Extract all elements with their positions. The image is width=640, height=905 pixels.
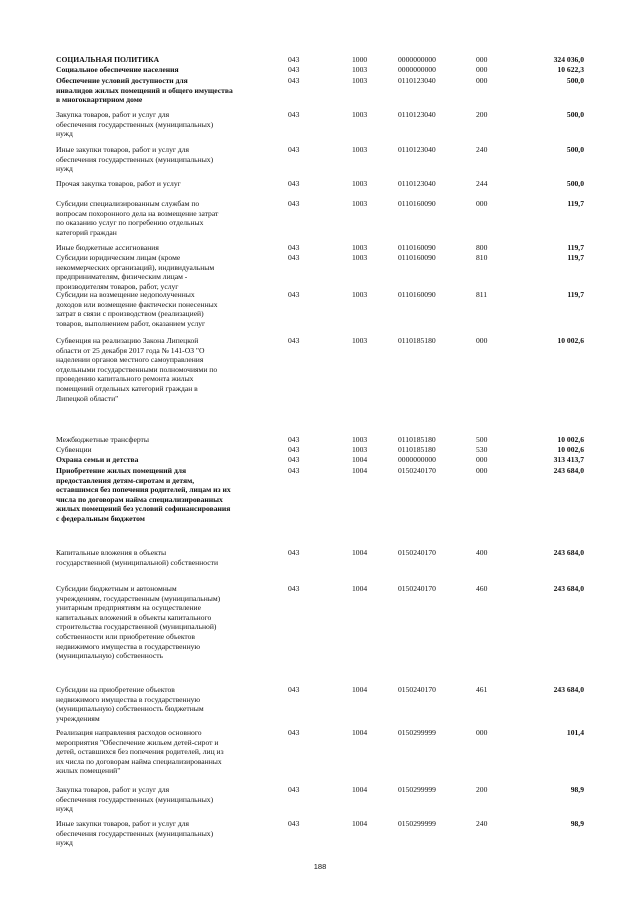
row-name: Субвенция на реализацию Закона Липецкой области от 25 декабря 2017 года № 141-ОЗ "О наделении органов местного самоуправления отдельными государственными полномочиями по проведению капитального ремонта жилых помещений отдельных категорий граждан в Липецкой области" bbox=[56, 336, 218, 403]
cell-amount: 98,9 bbox=[570, 819, 584, 828]
cell-expense-type: 000 bbox=[476, 728, 488, 737]
cell-expense-type: 460 bbox=[476, 584, 488, 593]
cell-amount: 119,7 bbox=[567, 290, 584, 299]
cell-ministry-code: 043 bbox=[288, 819, 300, 828]
cell-ministry-code: 043 bbox=[288, 445, 300, 454]
cell-amount: 243 684,0 bbox=[553, 466, 584, 475]
cell-target-code: 0110123040 bbox=[398, 145, 436, 154]
cell-target-code: 0150299999 bbox=[398, 728, 436, 737]
row-name: СОЦИАЛЬНАЯ ПОЛИТИКА bbox=[56, 55, 160, 64]
cell-target-code: 0150299999 bbox=[398, 819, 436, 828]
cell-section-code: 1000 bbox=[352, 55, 368, 64]
cell-amount: 101,4 bbox=[566, 728, 584, 737]
cell-ministry-code: 043 bbox=[288, 145, 300, 154]
cell-expense-type: 240 bbox=[476, 819, 488, 828]
cell-expense-type: 244 bbox=[476, 179, 488, 188]
row-name: Межбюджетные трансферты bbox=[56, 435, 149, 444]
cell-ministry-code: 043 bbox=[288, 435, 300, 444]
cell-expense-type: 000 bbox=[476, 336, 488, 345]
cell-target-code: 0110160090 bbox=[398, 290, 436, 299]
cell-expense-type: 000 bbox=[476, 199, 488, 208]
cell-section-code: 1004 bbox=[352, 685, 368, 694]
cell-amount: 500,0 bbox=[566, 76, 584, 85]
row-name: Обеспечение условий доступности для инвалидов жилых помещений и общего имущества в многоквартирном доме bbox=[56, 76, 233, 105]
cell-ministry-code: 043 bbox=[288, 76, 300, 85]
cell-target-code: 0110123040 bbox=[398, 76, 436, 85]
cell-expense-type: 000 bbox=[476, 65, 488, 74]
cell-expense-type: 500 bbox=[476, 435, 488, 444]
cell-expense-type: 000 bbox=[476, 466, 488, 475]
cell-section-code: 1003 bbox=[352, 336, 368, 345]
cell-target-code: 0110123040 bbox=[398, 179, 436, 188]
page-number: 188 bbox=[313, 862, 327, 871]
row-name: Закупка товаров, работ и услуг для обеспечения государственных (муниципальных) нужд bbox=[56, 785, 214, 814]
cell-target-code: 0110185180 bbox=[398, 445, 436, 454]
row-name: Субсидии специализированным службам по вопросам похоронного дела на возмещение затрат по оказанию услуг по погребению отдельных категорий граждан bbox=[56, 199, 219, 237]
row-name: Приобретение жилых помещений для предоставления детям-сиротам и детям, оставшимся без попечения родителей, лицам из их числа по договорам найма специализированных жилых помещений без условий софинансирования с федеральным бюджетом bbox=[56, 466, 231, 523]
cell-expense-type: 000 bbox=[476, 55, 488, 64]
cell-section-code: 1003 bbox=[352, 199, 368, 208]
cell-section-code: 1003 bbox=[352, 179, 368, 188]
cell-amount: 500,0 bbox=[566, 110, 584, 119]
row-name: Субсидии юридическим лицам (кроме некоммерческих организаций), индивидуальным предпринимателям, физическим лицам - производителям товаров, работ, услуг bbox=[56, 253, 215, 291]
cell-ministry-code: 043 bbox=[288, 243, 300, 252]
cell-expense-type: 200 bbox=[476, 785, 488, 794]
cell-expense-type: 000 bbox=[476, 455, 488, 464]
row-name: Прочая закупка товаров, работ и услуг bbox=[56, 179, 181, 188]
cell-target-code: 0150240170 bbox=[398, 548, 436, 557]
cell-target-code: 0110185180 bbox=[398, 336, 436, 345]
cell-target-code: 0110185180 bbox=[398, 435, 436, 444]
row-name: Социальное обеспечение населения bbox=[56, 65, 179, 74]
cell-amount: 119,7 bbox=[567, 199, 584, 208]
cell-section-code: 1003 bbox=[352, 243, 368, 252]
row-name: Капитальные вложения в объекты государственной (муниципальной) собственности bbox=[56, 548, 219, 567]
cell-section-code: 1004 bbox=[352, 819, 368, 828]
cell-expense-type: 810 bbox=[476, 253, 488, 262]
cell-expense-type: 530 bbox=[476, 445, 488, 454]
cell-section-code: 1004 bbox=[352, 455, 368, 464]
cell-amount: 243 684,0 bbox=[553, 685, 584, 694]
row-name: Иные закупки товаров, работ и услуг для обеспечения государственных (муниципальных) нужд bbox=[56, 819, 214, 848]
row-name: Субсидии на приобретение объектов недвижимого имущества в государственную (муниципальную) собственность бюджетным учреждениям bbox=[56, 685, 204, 723]
cell-amount: 10 002,6 bbox=[557, 435, 584, 444]
cell-expense-type: 200 bbox=[476, 110, 488, 119]
cell-target-code: 0110123040 bbox=[398, 110, 436, 119]
cell-ministry-code: 043 bbox=[288, 548, 300, 557]
cell-amount: 500,0 bbox=[566, 179, 584, 188]
row-name: Охрана семьи и детства bbox=[56, 455, 139, 464]
cell-ministry-code: 043 bbox=[288, 290, 300, 299]
cell-expense-type: 240 bbox=[476, 145, 488, 154]
row-name: Субсидии на возмещение недополученных доходов или возмещение фактически понесенных затрат в связи с производством (реализацией) товаров, выполнением работ, оказанием услуг bbox=[56, 290, 218, 328]
cell-target-code: 0150240170 bbox=[398, 466, 436, 475]
cell-amount: 500,0 bbox=[566, 145, 584, 154]
cell-target-code: 0000000000 bbox=[398, 55, 436, 64]
cell-amount: 119,7 bbox=[567, 243, 584, 252]
cell-amount: 10 002,6 bbox=[557, 445, 584, 454]
cell-amount: 243 684,0 bbox=[553, 584, 584, 593]
cell-amount: 98,9 bbox=[570, 785, 584, 794]
cell-expense-type: 400 bbox=[476, 548, 488, 557]
cell-target-code: 0110160090 bbox=[398, 253, 436, 262]
cell-target-code: 0110160090 bbox=[398, 199, 436, 208]
cell-section-code: 1004 bbox=[352, 548, 368, 557]
cell-ministry-code: 043 bbox=[288, 728, 300, 737]
cell-section-code: 1004 bbox=[352, 466, 368, 475]
cell-amount: 243 684,0 bbox=[553, 548, 584, 557]
cell-target-code: 0150240170 bbox=[398, 685, 436, 694]
cell-section-code: 1003 bbox=[352, 110, 368, 119]
cell-ministry-code: 043 bbox=[288, 55, 300, 64]
cell-target-code: 0150240170 bbox=[398, 584, 436, 593]
row-name: Реализация направления расходов основного мероприятия "Обеспечение жильем детей-сирот и детей, оставшихся без попечения родителей, лиц из их числа по договорам найма специализированных жилых помещений" bbox=[56, 728, 224, 776]
cell-ministry-code: 043 bbox=[288, 584, 300, 593]
cell-ministry-code: 043 bbox=[288, 179, 300, 188]
cell-expense-type: 800 bbox=[476, 243, 488, 252]
cell-section-code: 1003 bbox=[352, 445, 368, 454]
cell-section-code: 1003 bbox=[352, 435, 368, 444]
cell-section-code: 1004 bbox=[352, 584, 368, 593]
cell-section-code: 1003 bbox=[352, 65, 368, 74]
cell-section-code: 1003 bbox=[352, 76, 368, 85]
cell-amount: 324 036,0 bbox=[553, 55, 584, 64]
cell-ministry-code: 043 bbox=[288, 466, 300, 475]
cell-ministry-code: 043 bbox=[288, 110, 300, 119]
row-name: Иные закупки товаров, работ и услуг для обеспечения государственных (муниципальных) нужд bbox=[56, 145, 214, 174]
cell-target-code: 0000000000 bbox=[398, 65, 436, 74]
row-name: Иные бюджетные ассигнования bbox=[56, 243, 159, 252]
row-name: Субсидии бюджетным и автономным учреждениям, государственным (муниципальным) унитарным предприятиям на осуществление капитальных вложений в объекты капитального строительства государственной (муниципальной) собственности или приобретение объектов недвижимого имущества в государственную (муниципальную) собственность bbox=[56, 584, 221, 661]
cell-target-code: 0150299999 bbox=[398, 785, 436, 794]
cell-ministry-code: 043 bbox=[288, 685, 300, 694]
cell-amount: 313 413,7 bbox=[553, 455, 584, 464]
cell-ministry-code: 043 bbox=[288, 785, 300, 794]
cell-expense-type: 000 bbox=[476, 76, 488, 85]
cell-ministry-code: 043 bbox=[288, 455, 300, 464]
cell-section-code: 1004 bbox=[352, 728, 368, 737]
cell-ministry-code: 043 bbox=[288, 199, 300, 208]
cell-ministry-code: 043 bbox=[288, 253, 300, 262]
cell-section-code: 1003 bbox=[352, 290, 368, 299]
cell-expense-type: 461 bbox=[476, 685, 488, 694]
cell-ministry-code: 043 bbox=[288, 65, 300, 74]
cell-ministry-code: 043 bbox=[288, 336, 300, 345]
cell-section-code: 1003 bbox=[352, 253, 368, 262]
cell-amount: 10 622,3 bbox=[557, 65, 584, 74]
cell-amount: 10 002,6 bbox=[557, 336, 584, 345]
row-name: Субвенции bbox=[56, 445, 92, 454]
cell-section-code: 1004 bbox=[352, 785, 368, 794]
cell-amount: 119,7 bbox=[567, 253, 584, 262]
cell-target-code: 0000000000 bbox=[398, 455, 436, 464]
cell-expense-type: 811 bbox=[476, 290, 488, 299]
cell-target-code: 0110160090 bbox=[398, 243, 436, 252]
cell-section-code: 1003 bbox=[352, 145, 368, 154]
row-name: Закупка товаров, работ и услуг для обеспечения государственных (муниципальных) нужд bbox=[56, 110, 214, 139]
